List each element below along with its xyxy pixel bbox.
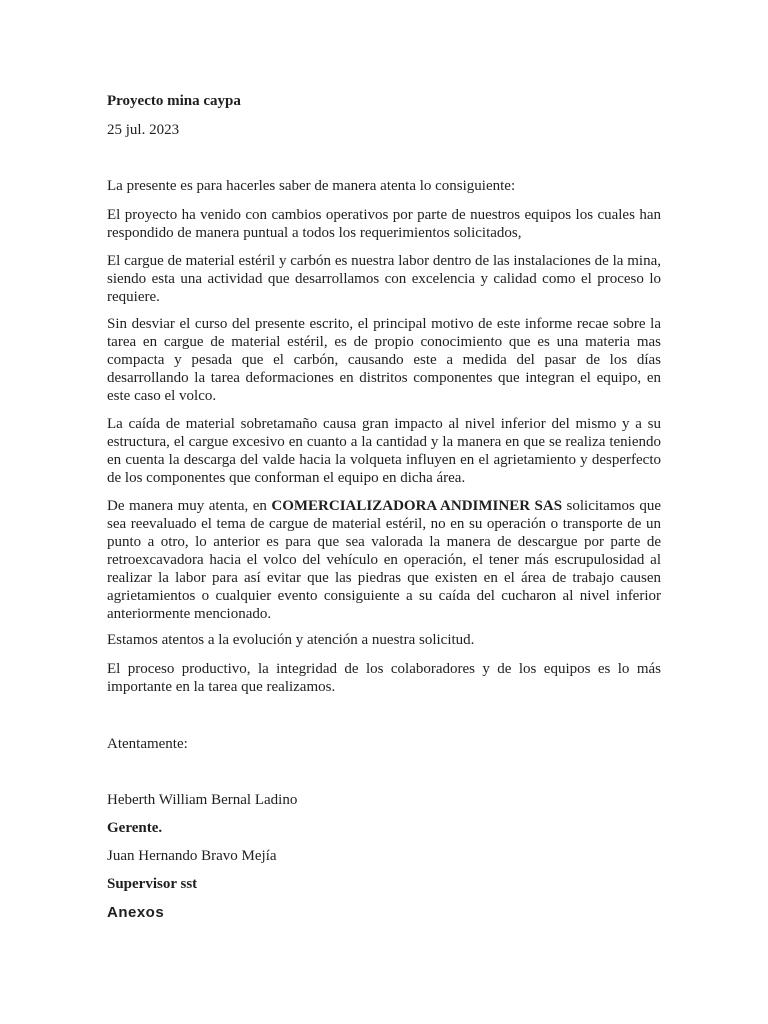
closing-line: Estamos atentos a la evolución y atención a nuestra solicitud. [107,632,475,648]
company-name: COMERCIALIZADORA ANDIMINER SAS [271,498,563,514]
paragraph-4: La caída de material sobretamaño causa gran impacto al nivel inferior del mismo y a su estructura, el cargue excesivo en cuanto a la cantidad y la manera en que se realiza teniendo en cuenta la descarga del valde hacia la volqueta influyen en el agrietamiento y desperfecto de los componentes que conforman el equipo en dicha área. [107,416,661,486]
signatory-role: Gerente. [107,820,163,836]
signatory-role: Supervisor sst [107,876,198,892]
closing-paragraph: El proceso productivo, la integridad de los colaboradores y de los equipos es lo más importante en la tarea que realizamos. [107,661,661,695]
request-paragraph [107,497,661,623]
signatory-name: Heberth William Bernal Ladino [107,792,298,808]
request-rest: solicitamos que sea reevaluado el tema de cargue de material estéril, no en su operación o transporte de un punto a otro, lo anterior es para que sea valorada la manera de descargue por parte de retroexcavadora hacia el volco del vehículo en operación, el tener más escrupulosidad al realizar la labor para así evitar que las piedras que existen en el área de trabajo causen agrietamientos o cualquier evento consiguiente a su caída del cucharon al nivel inferior anteriormente mencionado. [107,498,661,622]
project-title: Proyecto mina caypa [107,93,241,109]
paragraph-3: Sin desviar el curso del presente escrito, el principal motivo de este informe recae sobre la tarea en cargue de material estéril, es de propio conocimiento que es una materia mas compacta y pesada que el carbón, causando este a medida del pasar de los días desarrollando la tarea deformaciones en distritos componentes que integran el equipo, en este caso el volco. [107,316,661,404]
intro-line: La presente es para hacerles saber de manera atenta lo consiguiente: [107,178,516,194]
document-date: 25 jul. 2023 [107,122,180,138]
signatory-name: Juan Hernando Bravo Mejía [107,848,277,864]
paragraph-2: El cargue de material estéril y carbón es nuestra labor dentro de las instalaciones de la mina, siendo esta una actividad que desarrollamos con excelencia y calidad como el proceso lo requiere. [107,253,661,305]
paragraph-1: El proyecto ha venido con cambios operativos por parte de nuestros equipos los cuales han respondido de manera puntual a todos los requerimientos solicitados, [107,207,661,241]
annex-heading: Anexos [107,904,165,921]
request-lead: De manera muy atenta, en [107,498,272,514]
salutation: Atentamente: [107,736,188,752]
